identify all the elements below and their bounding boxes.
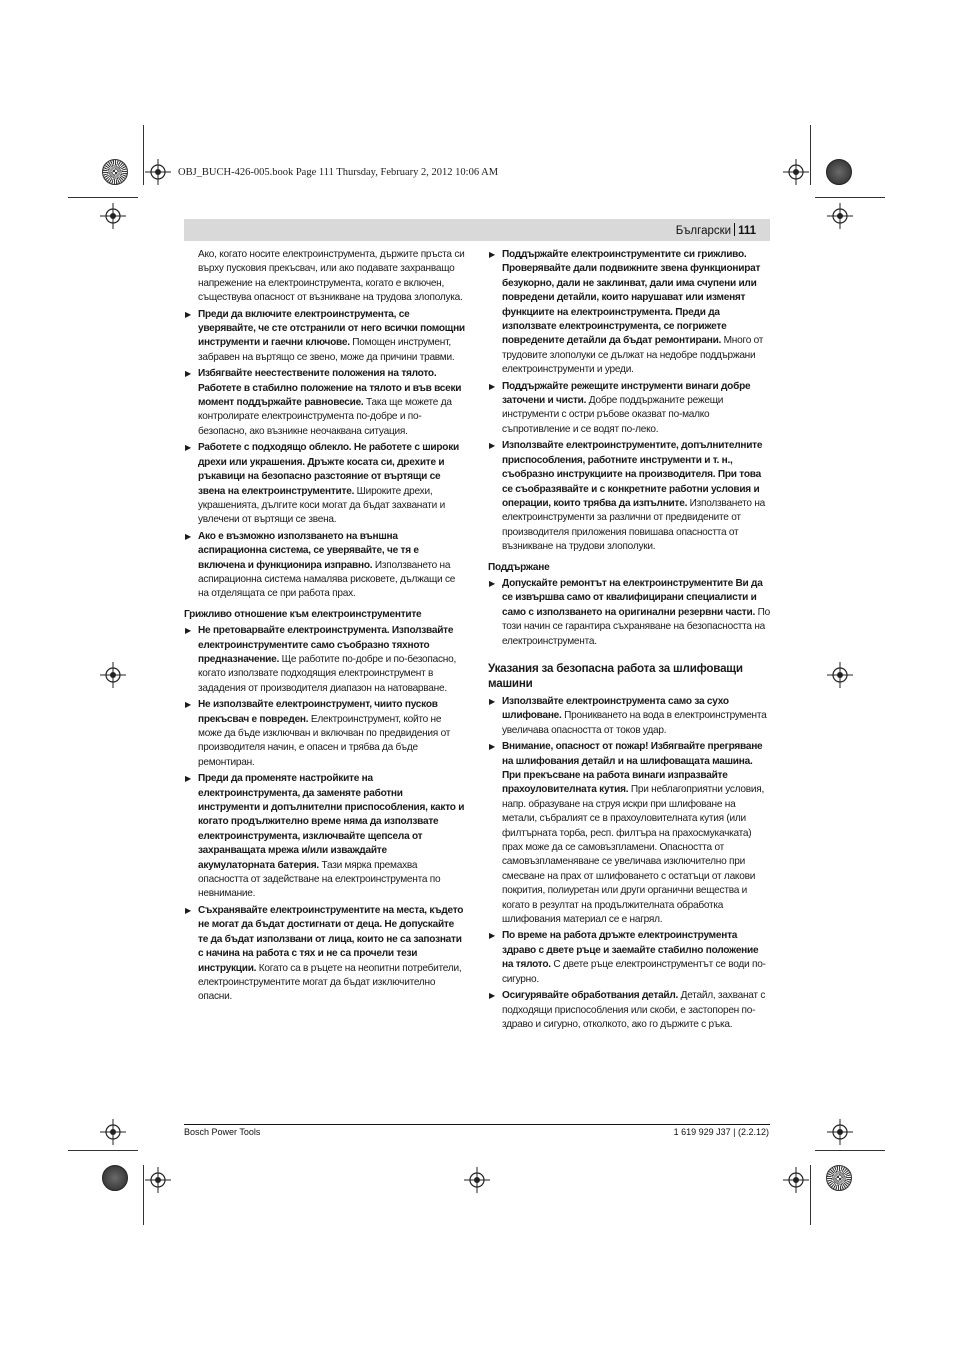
registration-mark-icon xyxy=(783,159,809,185)
section-heading-service: Поддържане xyxy=(488,561,550,573)
item-emphasis: Поддържайте режещите инструменти винаги добре заточени и чисти. xyxy=(502,380,751,407)
item-emphasis: По време на работа дръжте електроинструмента здраво с двете ръце и заемайте стабилно положение на тялото. xyxy=(502,930,759,971)
footer-rule xyxy=(184,1124,770,1125)
bullet-arrow-icon: ▶ xyxy=(185,774,191,784)
crop-line xyxy=(810,1165,811,1225)
registration-mark-icon xyxy=(145,1167,171,1193)
left-list-b xyxy=(184,624,466,1005)
bullet-arrow-icon: ▶ xyxy=(185,700,191,710)
header-separator xyxy=(734,223,735,236)
item-emphasis: Преди да променяте настройките на електроинструмента, да заменяте работни инструменти и допълнителни приспособления, както и когато продължително време няма да използвате електроинструмента, изключвайте щепсела от захранващата мрежа и/или изваждайте акумулаторната батерия. xyxy=(198,773,465,871)
list-item xyxy=(184,530,466,602)
color-wheel-top-left xyxy=(102,159,128,185)
crop-line xyxy=(815,1150,885,1151)
bullet-arrow-icon: ▶ xyxy=(185,309,191,319)
bullet-arrow-icon: ▶ xyxy=(489,991,495,1001)
item-emphasis: Не използвайте електроинструмент, чиито пусков прекъсвач е повреден. xyxy=(198,699,438,725)
list-item xyxy=(184,904,466,1005)
bullet-arrow-icon: ▶ xyxy=(489,250,495,259)
right-list-b xyxy=(488,577,770,649)
footer-brand: Bosch Power Tools xyxy=(184,1127,261,1137)
bullet-arrow-icon: ▶ xyxy=(185,531,191,541)
crop-line xyxy=(68,197,138,198)
crop-line xyxy=(68,1150,138,1151)
registration-mark-icon xyxy=(100,662,126,688)
list-item xyxy=(488,989,770,1032)
list-item xyxy=(184,624,466,696)
list-item xyxy=(184,367,466,439)
item-emphasis: Избягвайте неестествените положения на тялото. Работете в стабилно положение на тялото и във всеки момент поддържайте равновесие. xyxy=(198,368,462,409)
bullet-arrow-icon: ▶ xyxy=(489,931,495,941)
list-item xyxy=(184,698,466,770)
bullet-arrow-icon: ▶ xyxy=(185,626,191,636)
bullet-arrow-icon: ▶ xyxy=(489,578,495,588)
registration-mark-icon xyxy=(827,1119,853,1145)
item-text: Детайл, захванат с подходящи приспособления или скоби, е застопорен по-здраво и сигурно, отколкото, ако го държите с ръка. xyxy=(502,990,766,1030)
page-header xyxy=(676,223,756,237)
list-item xyxy=(488,740,770,927)
item-emphasis: Използвайте електроинструмента само за сухо шлифоване. xyxy=(502,695,729,722)
bullet-arrow-icon: ▶ xyxy=(489,696,495,706)
right-list-a xyxy=(488,248,770,555)
registration-mark-icon xyxy=(783,1167,809,1193)
color-wheel-top-right xyxy=(826,159,852,185)
crop-line xyxy=(810,125,811,185)
color-wheel-bottom-right xyxy=(826,1165,852,1191)
item-text: По този начин се гарантира съхраняване на безопасността на електроинструмента. xyxy=(502,606,770,647)
bullet-arrow-icon: ▶ xyxy=(185,905,191,915)
print-info: OBJ_BUCH-426-005.book Page 111 Thursday, February 2, 2012 10:06 AM xyxy=(178,167,499,178)
list-item xyxy=(488,695,770,738)
item-emphasis: Поддържайте електроинструментите си грижливо. Проверявайте дали подвижните звена функционират безукорно, дали не заклинват, дали има счупени или повредени детайли, които нарушават или изменят функциите на електроинструмента. Преди да използвате електроинструмента, се погрижете повредените детайли да бъдат ремонтирани. xyxy=(502,249,761,347)
list-item xyxy=(184,441,466,527)
section-heading-care: Грижливо отношение към електроинструментите xyxy=(184,608,422,620)
registration-mark-icon xyxy=(827,203,853,229)
item-text: Електроинструмент, който не може да бъде изключван и включван по предвидения от производителя начин, е опасен и трябва да бъде ремонтиран. xyxy=(198,713,451,768)
item-emphasis: Осигурявайте обработвания детайл. xyxy=(502,990,679,1002)
registration-mark-icon xyxy=(464,1167,490,1193)
color-wheel-bottom-left xyxy=(102,1165,128,1191)
item-text: Добре поддържаните режещи инструменти с остри ръбове оказват по-малко съпротивление и се водят по-леко. xyxy=(502,395,724,435)
item-emphasis: Ако е възможно използването на външна аспирационна система, се уверявайте, че тя е включена и функционира изправно. xyxy=(198,530,419,571)
item-text: Помощен инструмент, забравен на въртящо се звено, може да причини травми. xyxy=(198,337,455,363)
item-text: Така ще можете да контролирате електроинструмента по-добре и по-безопасно, ако възникне неочаквана ситуация. xyxy=(198,397,452,437)
item-emphasis: Преди да включите електроинструмента, се уверявайте, че сте отстранили от него всички помощни инструменти и гаечни ключове. xyxy=(198,308,465,349)
crop-line xyxy=(143,1165,144,1225)
left-column xyxy=(184,248,466,1007)
bullet-arrow-icon: ▶ xyxy=(489,381,495,391)
registration-mark-icon xyxy=(145,159,171,185)
item-emphasis: Използвайте електроинструментите, допълнителните приспособления, работните инструменти и т. н., съобразно инструкциите на производителя. При това се съобразявайте и с конкретните работни условия и операции, които трябва да изпълните. xyxy=(502,440,763,509)
item-text: Широките дрехи, украшенията, дългите коси могат да бъдат захванати и увлечени от въртящи се звена. xyxy=(198,485,445,526)
item-text: При неблагоприятни условия, напр. образуване на струя искри при шлифоване на метали, събралият се в прахоуловителната кутия (или филтърната торба, респ. филтъра на прахосмукачката) прах може да се самовъзпламени. Опасността от самовъзпламеняване се увеличава изключително при смесване на прах от шлифоването с остатъци от лакови покрития, полиуретан или други органични вещества и когато в резултат на продължителната обработка шлифования материал се е нагрял. xyxy=(502,784,765,926)
item-text: Използването на аспирационна система намалява рисковете, дължащи се на отделящата се при работа прах. xyxy=(198,559,456,600)
registration-mark-icon xyxy=(827,662,853,688)
item-emphasis: Не претоварвайте електроинструмента. Използвайте електроинструментите само съобразно тяхното предназначение. xyxy=(198,625,454,665)
intro-paragraph: Ако, когато носите електроинструмента, държите пръста си върху пусковия прекъсвач, или ако подавате захранващо напрежение на електроинструмента, когато е включен, съществува опасност от възникване на трудова злополука. xyxy=(198,249,465,304)
item-text: Когато са в ръцете на неопитни потребители, електроинструментите могат да бъдат изключително опасни. xyxy=(198,962,462,1003)
item-text: С двете ръце електроинструментът се води по-сигурно. xyxy=(502,959,766,985)
right-list-c xyxy=(488,695,770,1032)
item-text: Много от трудовите злополуки се дължат на недобре поддържани електроинструменти и уреди. xyxy=(502,335,764,376)
list-item xyxy=(488,577,770,649)
item-text: Тази мярка премахва опасността от задействане на електроинструмента по невнимание. xyxy=(198,859,441,900)
item-emphasis: Работете с подходящо облекло. Не работете с широки дрехи или украшения. Дръжте косата си, дрехите и ръкавици на безопасно разстояние от въртящи се звена на електроинструментите. xyxy=(198,442,459,497)
list-item xyxy=(184,772,466,902)
item-text: Ще работите по-добре и по-безопасно, когато използвате подходящия електроинструмент в зададения от производителя диапазон на натоварване. xyxy=(198,653,457,694)
list-item xyxy=(488,380,770,438)
left-list-a xyxy=(184,308,466,602)
list-item xyxy=(488,929,770,987)
header-language: Български xyxy=(675,225,732,237)
registration-mark-icon xyxy=(100,203,126,229)
item-text: Използването на електроинструменти за различни от предвидените от производителя приложения повишава опасността от възникване на трудови злополуки. xyxy=(502,497,766,553)
crop-line xyxy=(143,125,144,185)
bullet-arrow-icon: ▶ xyxy=(489,441,495,451)
item-emphasis: Внимание, опасност от пожар! Избягвайте прегряване на шлифования детайл и на шлифоващата машина. При прекъсване на работа винаги изпразвайте прахоуловителната кутия. xyxy=(502,741,763,796)
crop-line xyxy=(815,197,885,198)
page-number: 111 xyxy=(738,225,756,237)
item-emphasis: Допускайте ремонтът на електроинструментите Ви да се извършва само от квалифицирани специалисти и само с използването на оригинални резервни части. xyxy=(502,577,763,618)
bullet-arrow-icon: ▶ xyxy=(489,742,495,752)
section-heading-sander: Указания за безопасна работа за шлифоващи машини xyxy=(488,661,743,691)
bullet-arrow-icon: ▶ xyxy=(185,369,191,379)
list-item xyxy=(488,439,770,554)
list-item xyxy=(184,308,466,366)
footer-doc-code: 1 619 929 J37 | (2.2.12) xyxy=(673,1127,769,1137)
registration-mark-icon xyxy=(100,1119,126,1145)
bullet-arrow-icon: ▶ xyxy=(185,443,191,453)
item-text: Проникването на вода в електроинструмента увеличава опасността от токов удар. xyxy=(502,710,767,736)
list-item xyxy=(488,248,770,378)
right-column xyxy=(488,248,770,1034)
item-emphasis: Съхранявайте електроинструментите на места, където не могат да бъдат достигнати от деца. Не допускайте те да бъдат използвани от лица, които не са запознати с начина на работа с тях и не са прочели тези инструкции. xyxy=(198,904,464,974)
